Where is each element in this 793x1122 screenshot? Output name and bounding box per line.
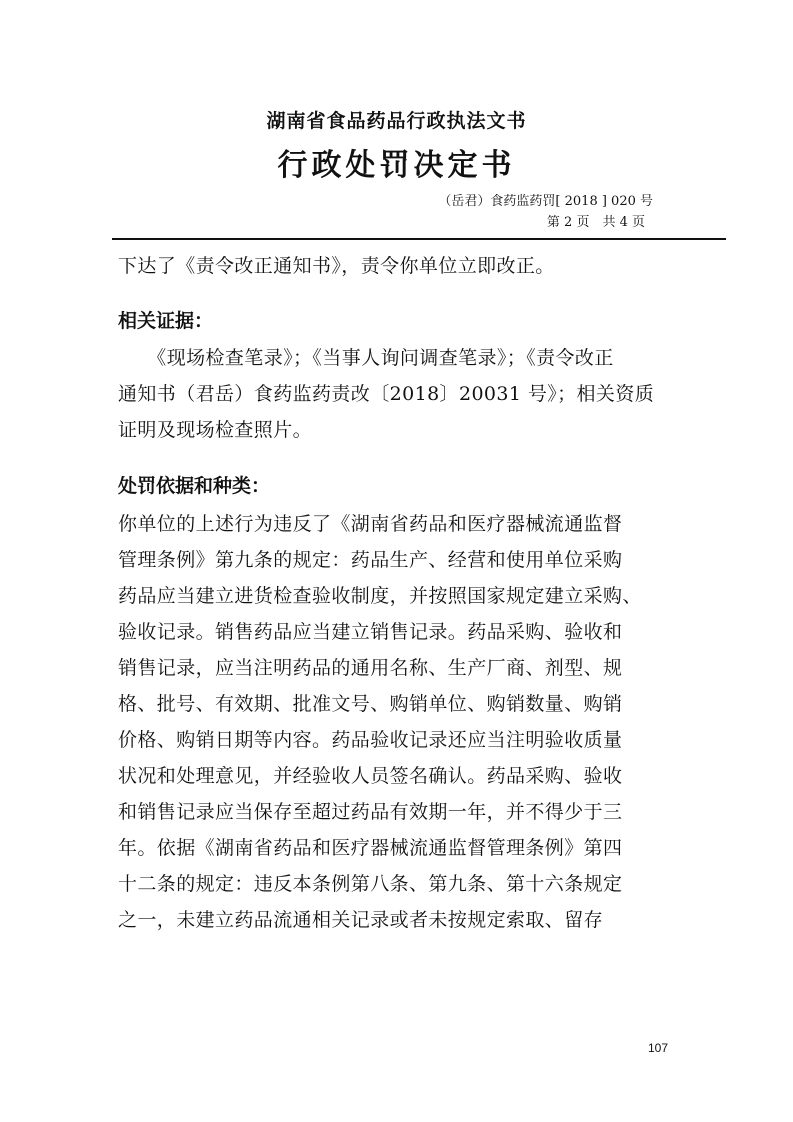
text-line: 十二条的规定：违反本条例第八条、第九条、第十六条规定 (118, 873, 623, 895)
text-line: 之一，未建立药品流通相关记录或者未按规定索取、留存 (118, 909, 604, 931)
basis-paragraph (118, 506, 678, 938)
text-line: 和销售记录应当保存至超过药品有效期一年，并不得少于三 (118, 801, 623, 823)
text-line: 《现场检查笔录》；《当事人询问调查笔录》；《责令改正 (118, 347, 614, 369)
text-line: 下达了《责令改正通知书》，责令你单位立即改正。 (118, 255, 555, 277)
header-divider (112, 238, 726, 240)
text-line: 状况和处理意见，并经验收人员签名确认。药品采购、验收 (118, 765, 623, 787)
text-line: 格、批号、有效期、批准文号、购销单位、购销数量、购销 (118, 693, 623, 715)
text-line: 证明及现场检查照片。 (118, 419, 313, 441)
text-line: 药品应当建立进货检查验收制度，并按照国家规定建立采购、 (118, 585, 642, 607)
intro-paragraph (118, 248, 678, 284)
page-count: 第 2 页 共 4 页 (546, 215, 645, 230)
text-line: 管理条例》第九条的规定：药品生产、经营和使用单位采购 (118, 549, 623, 571)
text-line: 验收记录。销售药品应当建立销售记录。药品采购、验收和 (118, 621, 623, 643)
org-title: 湖南省食品药品行政执法文书 (266, 110, 527, 132)
evidence-heading: 相关证据： (118, 310, 214, 332)
text-line: 价格、购销日期等内容。药品验收记录还应当注明验收质量 (118, 729, 623, 751)
page-number: 107 (648, 1041, 669, 1055)
text-line: 销售记录，应当注明药品的通用名称、生产厂商、剂型、规 (118, 657, 623, 679)
text-line: 年。依据《湖南省药品和医疗器械流通监督管理条例》第四 (118, 837, 623, 859)
evidence-paragraph (118, 340, 678, 448)
document-number: （岳君）食药监药罚[ 2018 ] 020 号 (438, 194, 653, 209)
text-line: 你单位的上述行为违反了《湖南省药品和医疗器械流通监督 (118, 513, 623, 535)
text-line: 通知书（君岳）食药监药责改〔2018〕20031 号》；相关资质 (118, 383, 655, 405)
basis-heading: 处罚依据和种类： (118, 475, 271, 497)
document-title: 行政处罚决定书 (277, 148, 516, 183)
